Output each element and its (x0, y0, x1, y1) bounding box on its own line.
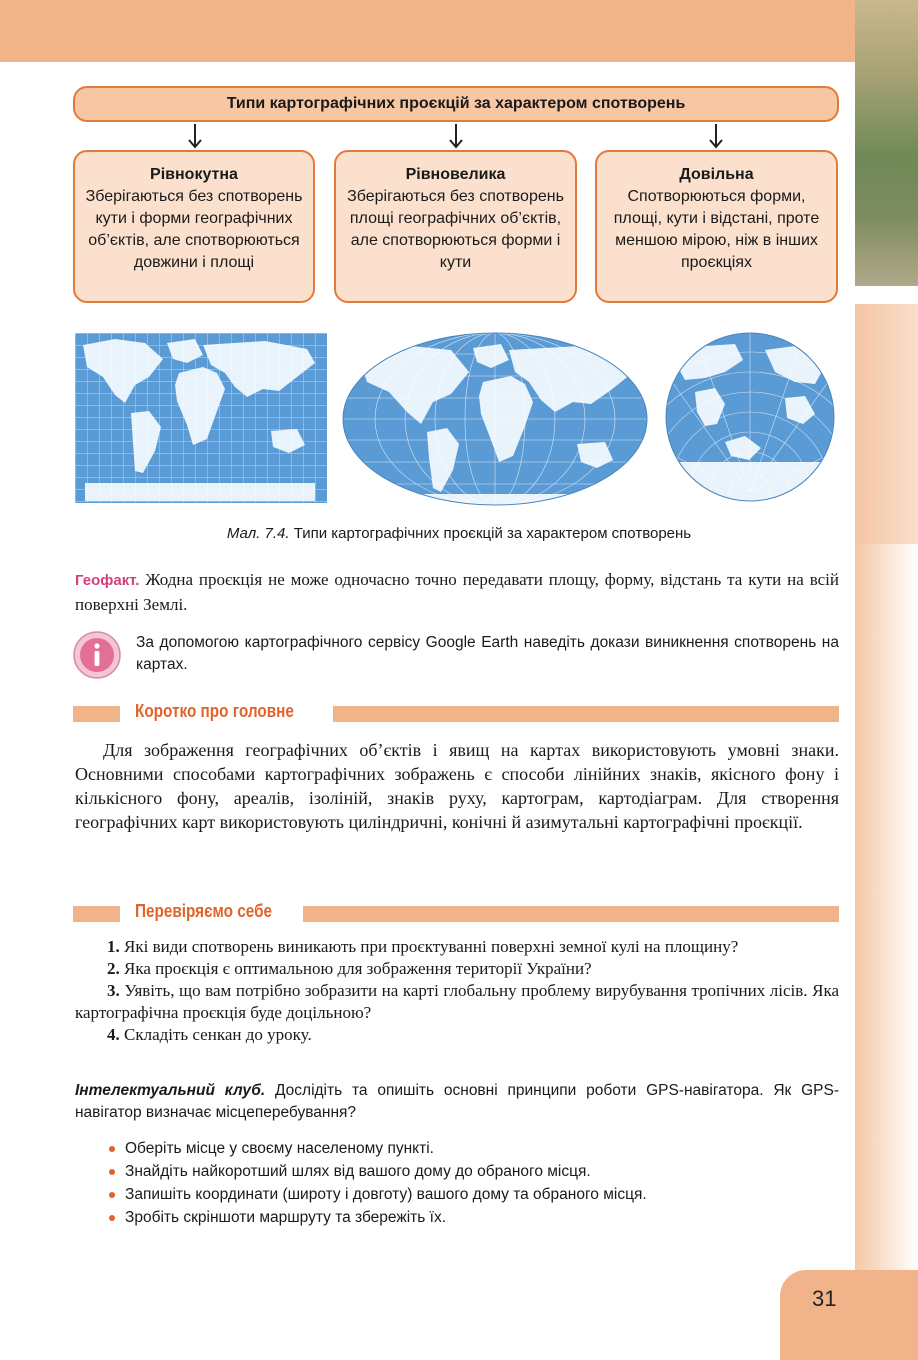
club-label: Інтелектуальний клуб. (75, 1082, 266, 1099)
diagram-box-arbitrary (595, 150, 838, 303)
question-item: 3. Уявіть, що вам потрібно зобразити на карті глобальну проблему вирубування тропічних лісів. Яка картографічна проєкція буде доцільною? (75, 981, 839, 1022)
section-title: Коротко про головне (135, 701, 294, 721)
equal-area-projection-map (341, 332, 649, 506)
list-item: Знайдіть найкоротший шлях від вашого дому до обраного місця. (107, 1160, 839, 1183)
box-title: Рівновелика (405, 166, 506, 183)
list-item: Оберіть місце у своєму населеному пункті. (107, 1137, 839, 1160)
section-heading-check (73, 901, 839, 924)
arrow-down-icon (446, 124, 466, 150)
box-title: Рівнокутна (150, 166, 238, 183)
question-item: 4. Складіть сенкан до уроку. (107, 1025, 312, 1044)
list-item: Зробіть скріншоти маршруту та збережіть їх. (107, 1206, 839, 1229)
info-text: За допомогою картографічного сервісу Google Earth наведіть докази виникнення спотворень на картах. (136, 634, 839, 673)
box-title: Довільна (679, 166, 754, 183)
box-text: Спотворюються форми, площі, кути і відстані, проте меншою мірою, ніж в інших проєкціях (613, 188, 820, 271)
summary-paragraph: Для зображення географічних об’єктів і явищ на картах використовують умовні знаки. Основними способами картографічних зображень є способи лінійних знаків, якісного фону і кількісного фону, ареалів, ізоліній, знаків руху, картограм, картодіаграм. Для створення географічних карт використовують циліндричні, конічні й азимутальні картографічні проєкції. (75, 740, 839, 832)
question-item: 2. Яка проєкція є оптимальною для зображення території України? (107, 959, 592, 978)
section-heading-summary (73, 701, 839, 724)
top-decorative-band (0, 0, 855, 62)
diagram-box-conformal (73, 150, 315, 303)
arbitrary-projection-globe (665, 332, 835, 502)
diagram-title: Типи картографічних проєкцій за характером спотворень (73, 86, 839, 122)
page-number: 31 (812, 1286, 837, 1311)
geofact-text: Жодна проєкція не може одночасно точно передавати площу, форму, відстань та кути на всій поверхні Землі. (75, 570, 840, 614)
geofact-label: Геофакт. (75, 572, 140, 589)
box-text: Зберігаються без спотворень кути і форми географічних об’єктів, але спотворюються довжини і площі (85, 188, 303, 271)
side-decorative-band-top (855, 304, 918, 544)
figure-caption (0, 525, 918, 542)
section-title: Перевіряємо себе (135, 901, 273, 921)
diagram-box-equal-area (334, 150, 577, 303)
intellectual-club-paragraph (75, 1080, 839, 1124)
arrow-down-icon (706, 124, 726, 150)
caption-label: Мал. 7.4. (226, 525, 290, 542)
side-landscape-photo (855, 0, 918, 286)
cylindrical-projection-map (75, 333, 327, 503)
arrow-down-icon (185, 124, 205, 150)
info-icon (73, 631, 121, 679)
list-item: Запишіть координати (широту і довготу) вашого дому та обраного місця. (107, 1183, 839, 1206)
club-text: Дослідіть та опишіть основні принципи роботи GPS-навігатора. Як GPS-навігатор визначає місцеперебування? (75, 1082, 840, 1121)
caption-text: Типи картографічних проєкцій за характером спотворень (293, 525, 692, 542)
club-bullet-list (107, 1137, 839, 1229)
question-item: 1. Які види спотворень виникають при проєктуванні поверхні земної кулі на площину? (107, 937, 739, 956)
box-text: Зберігаються без спотворень площі географічних об’єктів, але спотворюються форми і кути (347, 188, 564, 271)
questions-list (75, 936, 839, 1046)
page-number-tab (780, 1270, 918, 1360)
geofact-paragraph (75, 568, 839, 617)
